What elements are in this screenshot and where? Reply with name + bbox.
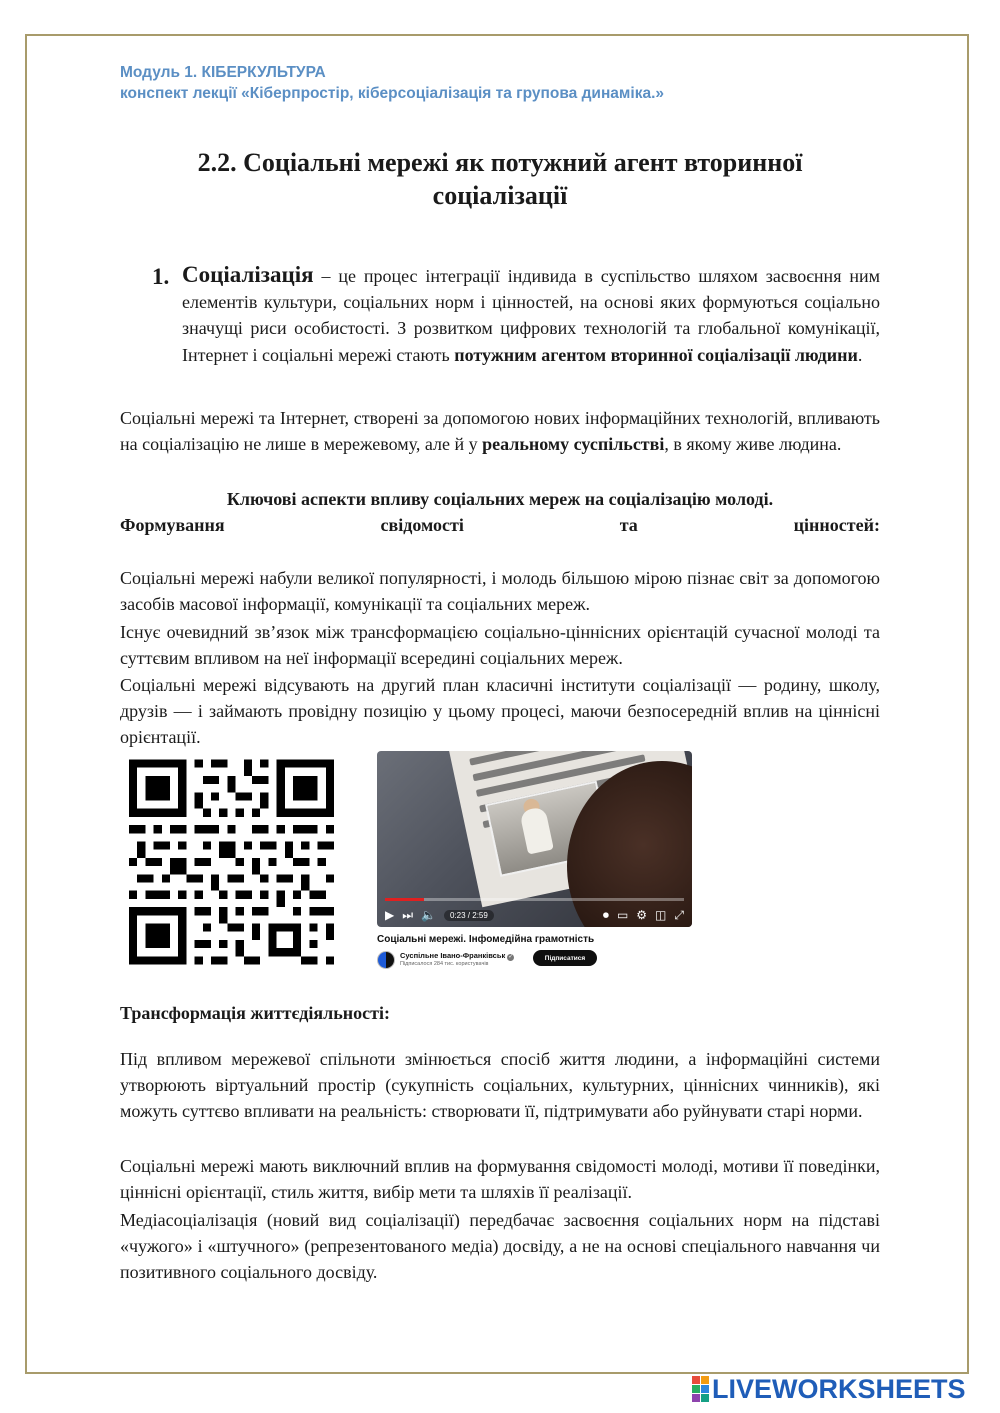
subscriber-count: Підписалося 284 тис. користувачів (400, 961, 489, 967)
volume-icon[interactable]: 🔈 (421, 908, 436, 922)
lecture-subtitle: конспект лекції «Кіберпростір, кіберсоціалізація та групова динаміка.» (120, 85, 664, 102)
paragraph-internet-bold: реальному суспільстві (482, 434, 665, 455)
section-title (120, 146, 880, 212)
video-title[interactable]: Соціальні мережі. Інфомедійна грамотність (377, 934, 595, 945)
aspects-heading: Ключові аспекти впливу соціальних мереж на соціалізацію молоді. (226, 489, 774, 509)
module-header (120, 62, 920, 104)
liveworksheets-logo[interactable] (692, 1373, 966, 1405)
list-item-text (182, 262, 880, 368)
paragraph-internet-text1: Соціальні мережі та Інтернет, створені за допомогою нових інформаційних технологій, впливають на соціалізацію не лише в мережевому, але й у (120, 408, 880, 455)
formation-word-3: та (619, 515, 638, 535)
captions-icon[interactable]: ▭ (616, 908, 629, 922)
liveworksheets-logo-text: LIVEWORKSHEETS (712, 1373, 966, 1404)
paragraph-lifestyle: Під впливом мережевої спільноти змінюється спосіб життя людини, а інформаційні системи утворюють віртуальний простір (сукупність соціальних, культурних, ціннісних чинників), які можуть суттєво впливати на реальність: створювати її, підтримувати або руйнувати старі норми. (120, 1049, 880, 1122)
paragraph-internet-text2: , в якому живе людина. (664, 434, 842, 455)
channel-name-text: Суспільне Івано-Франківськ (400, 951, 506, 960)
channel-avatar[interactable] (377, 951, 395, 969)
next-icon[interactable]: ⏭ (402, 908, 414, 922)
formation-word-2: свідомості (380, 515, 464, 535)
liveworksheets-logo-icon (692, 1376, 709, 1402)
formation-word-4: цінностей: (793, 515, 880, 535)
paragraph-connection: Існує очевидний зв’язок між трансформацією соціально-ціннісних орієнтацій сучасної молоді та суттєвим впливом на неї інформації всередині соціальних мереж. (120, 622, 880, 669)
subscribe-button[interactable]: Підписатися (533, 950, 597, 966)
definition-end: . (857, 344, 863, 365)
section-title-line2: соціалізації (432, 181, 568, 210)
paragraph-popularity: Соціальні мережі набули великої популярності, і молодь більшою мірою пізнає світ за допомогою засобів масової інформації, комунікації та соціальних мереж. (120, 568, 880, 615)
definition-text: – це процес інтеграції індивида в суспільство шляхом засвоєння ним елементів культури, соціальних норм і цінностей, на основі яких формуються соціально значущі риси особистості. З розвитком цифрових технологій та глобальної комунікації, Інтернет і соціальні мережі стають (182, 266, 880, 365)
settings-gear-icon[interactable]: ⚙ (636, 908, 648, 922)
term-socialization: Соціалізація (182, 262, 314, 287)
video-progress-fill (385, 898, 424, 901)
list-number: 1. (152, 264, 170, 289)
play-icon[interactable]: ▶ (385, 908, 395, 922)
bold-agent-text: потужним агентом вторинної соціалізації людини (454, 344, 858, 365)
video-player[interactable] (377, 751, 692, 927)
paragraph-internet (120, 405, 880, 457)
channel-name[interactable] (400, 951, 514, 961)
paragraph-mediasocialization: Медіасоціалізація (новий вид соціалізації) передбачає засвоєння соціальних норм на підставі «чужого» і «штучного» (репрезентованого медіа) досвіду, а не на основі спеціального навчання чи позитивного соціального досвіду. (120, 1210, 880, 1283)
video-time: 0:23 / 2:59 (444, 910, 494, 921)
fullscreen-icon[interactable]: ⤢ (674, 908, 684, 922)
video-controls (377, 903, 692, 927)
autoplay-toggle-icon[interactable]: ⏺ (602, 908, 609, 922)
video-progress-bar[interactable] (385, 898, 684, 901)
module-title: Модуль 1. КІБЕРКУЛЬТУРА (120, 64, 326, 81)
section-title-line1: 2.2. Соціальні мережі як потужний агент вторинної (197, 148, 803, 177)
formation-heading (120, 512, 880, 538)
paragraph-influence: Соціальні мережі мають виключний вплив на формування свідомості молоді, мотиви її поведінки, ціннісні орієнтації, стиль життя, вибір мети та шляхів її реалізації. (120, 1156, 880, 1203)
miniplayer-icon[interactable]: ◫ (655, 908, 667, 922)
paragraph-institutions: Соціальні мережі відсувають на другий план класичні інститути соціалізації — родину, школу, друзів — і займають провідну позицію у цьому процесі, маючи безпосередній вплив на ціннісні орієнтації. (120, 675, 880, 748)
transformation-heading: Трансформація життєдіяльності: (120, 1003, 390, 1023)
verified-icon: ✓ (508, 954, 514, 960)
formation-word-1: Формування (120, 515, 225, 535)
qr-code[interactable] (129, 758, 334, 966)
